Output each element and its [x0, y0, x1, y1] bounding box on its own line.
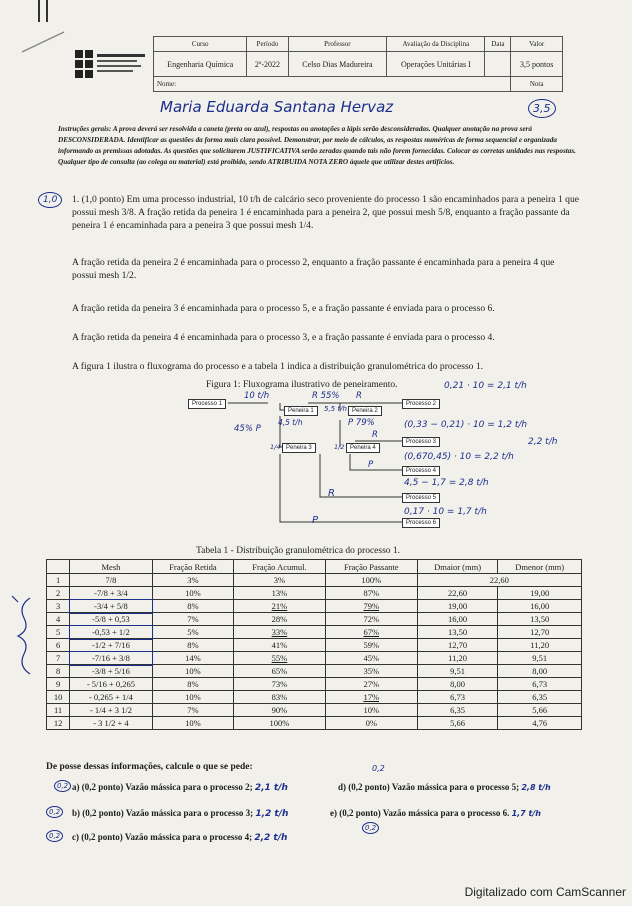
- table-cell: 79%: [325, 600, 417, 613]
- grade-label: Nota: [529, 80, 544, 88]
- item-b-text: b) (0,2 ponto) Vazão mássica para o processo 3;: [72, 808, 254, 818]
- table-cell: 7/8: [70, 574, 153, 587]
- note-p45: 45% P: [234, 424, 261, 434]
- note-frac14: 1/4: [270, 443, 281, 451]
- institution-logo: [75, 50, 149, 82]
- table-cell: -3/4 + 5/8: [70, 600, 153, 613]
- header-col-course: Curso: [154, 37, 247, 52]
- item-a-text: a) (0,2 ponto) Vazão mássica para o processo 2;: [72, 782, 253, 792]
- table-header-cell: [47, 560, 70, 574]
- scanner-watermark: Digitalizado com CamScanner: [464, 885, 626, 899]
- note-p3: P: [312, 515, 319, 526]
- note-r3: R: [328, 488, 335, 499]
- table-cell: - 5/16 + 0,265: [70, 678, 153, 691]
- table-cell: 4,76: [498, 717, 582, 730]
- table-cell: - 1/4 + 3 1/2: [70, 704, 153, 717]
- table-header-cell: Fração Acumul.: [234, 560, 326, 574]
- table-cell: 55%: [234, 652, 326, 665]
- calc-processo-5: 4,5 − 1,7 = 2,8 t/h: [404, 478, 489, 488]
- exam-header-table: [153, 36, 563, 92]
- table-header-row: [47, 560, 582, 574]
- page-fold-mark: [46, 0, 48, 22]
- table-cell: 6,35: [498, 691, 582, 704]
- margin-stroke: [20, 28, 70, 68]
- calc-processo-3b: 2,2 t/h: [528, 437, 558, 447]
- table-cell: 21%: [234, 600, 326, 613]
- table-cell: 1: [47, 574, 70, 587]
- note-flow45: 4,5 t/h: [278, 418, 303, 427]
- logo-mark: [75, 50, 149, 82]
- header-course: Engenharia Química: [154, 52, 247, 77]
- instructions-text: Instruções gerais: A prova deverá ser resolvida a caneta (preta ou azul), respostas ou anotações a lápis serão desconsideradas. Qualquer anotação na prova será DESCONSIDERADA. Identificar as questões da forma mais clara possível. Demonstrar, por meio de cálculos, as respostas numéricas de forma sequencial e organizada informando as premissas adotadas. As questões que solicitarem JUSTIFICATIVA serão zeradas quando tais não forem fornecidas. Colocar as corretas unidades nas respostas. Qualquer tipo de consulta (ao colega ou material) está proibido, sendo ATRIBUIDA NOTA ZERO àquele que utilizar destes artifícios.: [58, 125, 576, 166]
- header-value: 3,5 pontos: [511, 52, 563, 77]
- table-cell: 0%: [325, 717, 417, 730]
- table-header-cell: Fração Retida: [152, 560, 233, 574]
- table-row: [47, 717, 582, 730]
- table-cell: 87%: [325, 587, 417, 600]
- table-cell: 3%: [234, 574, 326, 587]
- question-paragraph-2: A fração retida da peneira 2 é encaminhada para o processo 2, enquanto a fração passante é encaminhada para a peneira 4 que possui mesh 1/2.: [72, 257, 555, 281]
- table-cell: 4: [47, 613, 70, 626]
- note-frac12: 1/2: [334, 443, 345, 451]
- table-cell: 13,50: [417, 626, 498, 639]
- flow-node-peneira-1: Peneira 1: [284, 406, 318, 416]
- question-text-1: Em uma processo industrial, 10 t/h de calcário seco proveniente do processo 1 são encaminhados para a peneira 1 que possui mesh 3/8. A fração retida da peneira 1 é encaminhada para a peneira 2, que possui mesh 5/8, enquanto a fração passante da peneira 1 é encaminhada para a peneira 3 que possui mesh 1/4.: [72, 194, 580, 231]
- item-a: [72, 782, 288, 793]
- item-b-mark: 0,2: [46, 806, 63, 818]
- table-cell: -3/8 + 5/16: [70, 665, 153, 678]
- table-cell: 9: [47, 678, 70, 691]
- table-cell: 27%: [325, 678, 417, 691]
- item-e-answer: 1,7 t/h: [511, 809, 541, 818]
- table-cell: 5%: [152, 626, 233, 639]
- table-cell: -7/16 + 3/8: [70, 652, 153, 665]
- table-cell: 22,60: [417, 587, 498, 600]
- student-name: Maria Eduarda Santana Hervaz: [160, 98, 394, 116]
- table-cell: 5,66: [498, 704, 582, 717]
- table-cell: 10%: [152, 665, 233, 678]
- header-col-date: Data: [485, 37, 511, 52]
- table-cell: 6: [47, 639, 70, 652]
- table-cell: - 3 1/2 + 4: [70, 717, 153, 730]
- item-a-mark: 0,2: [54, 780, 71, 792]
- item-e: [330, 808, 541, 818]
- header-discipline: Operações Unitárias I: [387, 52, 485, 77]
- item-b: [72, 808, 288, 819]
- table-cell: 59%: [325, 639, 417, 652]
- table-cell: 7%: [152, 613, 233, 626]
- header-date: [485, 52, 511, 77]
- item-b-answer: 1,2 t/h: [255, 809, 289, 819]
- table-cell: 7: [47, 652, 70, 665]
- table-cell: 6,35: [417, 704, 498, 717]
- table-cell: 22,60: [417, 574, 581, 587]
- table-cell: -0,53 + 1/2: [70, 626, 153, 639]
- flow-node-processo-2: Processo 2: [402, 399, 440, 409]
- table-cell: 3%: [152, 574, 233, 587]
- table-row: [47, 600, 582, 613]
- note-p1flow: 5,5 t/h: [324, 405, 347, 413]
- table-cell: 10%: [152, 691, 233, 704]
- item-c-answer: 2,2 t/h: [254, 833, 288, 843]
- table-cell: 6,73: [417, 691, 498, 704]
- table-row: [47, 665, 582, 678]
- table-cell: 9,51: [417, 665, 498, 678]
- item-e-mark: 0,2: [362, 822, 379, 834]
- table-cell: 3: [47, 600, 70, 613]
- table-cell: 12,70: [417, 639, 498, 652]
- table-row: [47, 652, 582, 665]
- table-cell: 8,00: [417, 678, 498, 691]
- margin-brace: [4, 590, 44, 680]
- table-row: [47, 691, 582, 704]
- header-col-professor: Professor: [288, 37, 387, 52]
- question-paragraph-3: A fração retida da peneira 3 é encaminhada para o processo 5, e a fração passante é enviada para o processo 6.: [72, 303, 495, 314]
- item-c: [72, 832, 287, 843]
- table-cell: 11: [47, 704, 70, 717]
- flow-node-peneira-3: Peneira 3: [282, 443, 316, 453]
- header-col-period: Período: [247, 37, 288, 52]
- table-cell: -7/8 + 3/4: [70, 587, 153, 600]
- table-caption: Tabela 1 - Distribuição granulométrica do processo 1.: [196, 546, 401, 556]
- table-row: [47, 678, 582, 691]
- item-c-text: c) (0,2 ponto) Vazão mássica para o processo 4;: [72, 832, 253, 842]
- table-cell: 19,00: [498, 587, 582, 600]
- table-cell: 2: [47, 587, 70, 600]
- table-cell: 35%: [325, 665, 417, 678]
- calc-processo-4: (0,670,45) · 10 = 2,2 t/h: [404, 452, 514, 462]
- table-row: [47, 613, 582, 626]
- flow-node-processo-1: Processo 1: [188, 399, 226, 409]
- question-paragraph-1: [72, 193, 580, 232]
- table-cell: 17%: [325, 691, 417, 704]
- table-cell: 90%: [234, 704, 326, 717]
- calc-processo-2: 0,21 · 10 = 2,1 t/h: [444, 381, 527, 391]
- table-header-cell: Fração Passante: [325, 560, 417, 574]
- table-cell: 10%: [325, 704, 417, 717]
- table-cell: 41%: [234, 639, 326, 652]
- table-cell: 13%: [234, 587, 326, 600]
- question-points: (1,0 ponto): [81, 194, 125, 205]
- table-cell: 100%: [325, 574, 417, 587]
- header-grade-cell: [511, 77, 563, 92]
- table-cell: 10%: [152, 717, 233, 730]
- question-number: 1.: [72, 194, 80, 205]
- header-professor: Celso Dias Madureira: [288, 52, 387, 77]
- table-cell: 8%: [152, 600, 233, 613]
- table-cell: 6,73: [498, 678, 582, 691]
- table-cell: 11,20: [417, 652, 498, 665]
- table-cell: 8%: [152, 639, 233, 652]
- table-cell: 16,00: [498, 600, 582, 613]
- handwritten-grade: 3,5: [528, 99, 556, 118]
- table-cell: -5/8 + 0,53: [70, 613, 153, 626]
- table-cell: 33%: [234, 626, 326, 639]
- note-r55: R 55%: [312, 391, 340, 401]
- after-table-mark: 0,2: [372, 764, 385, 773]
- table-cell: 5,66: [417, 717, 498, 730]
- table-header-cell: Mesh: [70, 560, 153, 574]
- table-cell: 11,20: [498, 639, 582, 652]
- note-r4: R: [372, 430, 378, 440]
- header-col-discipline: Avaliação da Disciplina: [387, 37, 485, 52]
- table-cell: 12,70: [498, 626, 582, 639]
- table-cell: - 0,265 + 1/4: [70, 691, 153, 704]
- granulometry-table: [46, 559, 582, 730]
- table-cell: 100%: [234, 717, 326, 730]
- table-cell: 13,50: [498, 613, 582, 626]
- table-cell: 5: [47, 626, 70, 639]
- table-row: [47, 639, 582, 652]
- flow-node-processo-6: Processo 6: [402, 518, 440, 528]
- name-label: Nome:: [157, 80, 177, 88]
- calc-processo-3: (0,33 − 0,21) · 10 = 1,2 t/h: [404, 420, 528, 430]
- table-cell: -1/2 + 7/16: [70, 639, 153, 652]
- note-r1: R: [356, 391, 362, 401]
- table-cell: 8: [47, 665, 70, 678]
- table-cell: 19,00: [417, 600, 498, 613]
- table-cell: 8%: [152, 678, 233, 691]
- header-period: 2º-2022: [247, 52, 288, 77]
- table-cell: 12: [47, 717, 70, 730]
- table-cell: 10: [47, 691, 70, 704]
- table-header-cell: Dmenor (mm): [498, 560, 582, 574]
- table-cell: 73%: [234, 678, 326, 691]
- table-cell: 10%: [152, 587, 233, 600]
- header-name-cell: [154, 77, 511, 92]
- flow-node-processo-4: Processo 4: [402, 466, 440, 476]
- table-header-cell: Dmaior (mm): [417, 560, 498, 574]
- table-cell: 28%: [234, 613, 326, 626]
- table-cell: 72%: [325, 613, 417, 626]
- note-p79: P 79%: [348, 418, 375, 428]
- table-cell: 45%: [325, 652, 417, 665]
- item-d: [338, 782, 551, 792]
- item-e-text: e) (0,2 ponto) Vazão mássica para o processo 6.: [330, 808, 510, 818]
- item-c-mark: 0,2: [46, 830, 63, 842]
- item-a-answer: 2,1 t/h: [254, 783, 288, 793]
- page-fold-mark: [38, 0, 40, 22]
- flow-node-peneira-2: Peneira 2: [348, 406, 382, 416]
- note-p4: P: [368, 460, 374, 470]
- header-col-value: Valor: [511, 37, 563, 52]
- calc-processo-6: 0,17 · 10 = 1,7 t/h: [404, 507, 487, 517]
- table-cell: 9,51: [498, 652, 582, 665]
- table-cell: 7%: [152, 704, 233, 717]
- question-paragraph-4: A fração retida da peneira 4 é encaminhada para o processo 3, e a fração passante é enviada para o processo 4.: [72, 332, 495, 343]
- flow-node-processo-5: Processo 5: [402, 493, 440, 503]
- table-row: [47, 704, 582, 717]
- flow-node-processo-3: Processo 3: [402, 437, 440, 447]
- item-d-answer: 2,8 t/h: [521, 783, 551, 792]
- table-cell: 67%: [325, 626, 417, 639]
- table-cell: 8,00: [498, 665, 582, 678]
- after-table-text: De posse dessas informações, calcule o que se pede:: [46, 762, 253, 772]
- table-cell: 16,00: [417, 613, 498, 626]
- figure-caption: Figura 1: Fluxograma ilustrativo de peneiramento.: [206, 380, 398, 390]
- table-cell: 14%: [152, 652, 233, 665]
- table-cell: 65%: [234, 665, 326, 678]
- table-row: [47, 574, 582, 587]
- table-row: [47, 587, 582, 600]
- note-feed: 10 t/h: [244, 391, 270, 401]
- item-d-text: d) (0,2 ponto) Vazão mássica para o processo 5;: [338, 782, 520, 792]
- question-score-mark: 1,0: [38, 192, 62, 208]
- table-row: [47, 626, 582, 639]
- table-cell: 83%: [234, 691, 326, 704]
- flow-node-peneira-4: Peneira 4: [346, 443, 380, 453]
- question-paragraph-5: A figura 1 ilustra o fluxograma do processo e a tabela 1 indica a distribuição granulométrica do processo 1.: [72, 361, 484, 372]
